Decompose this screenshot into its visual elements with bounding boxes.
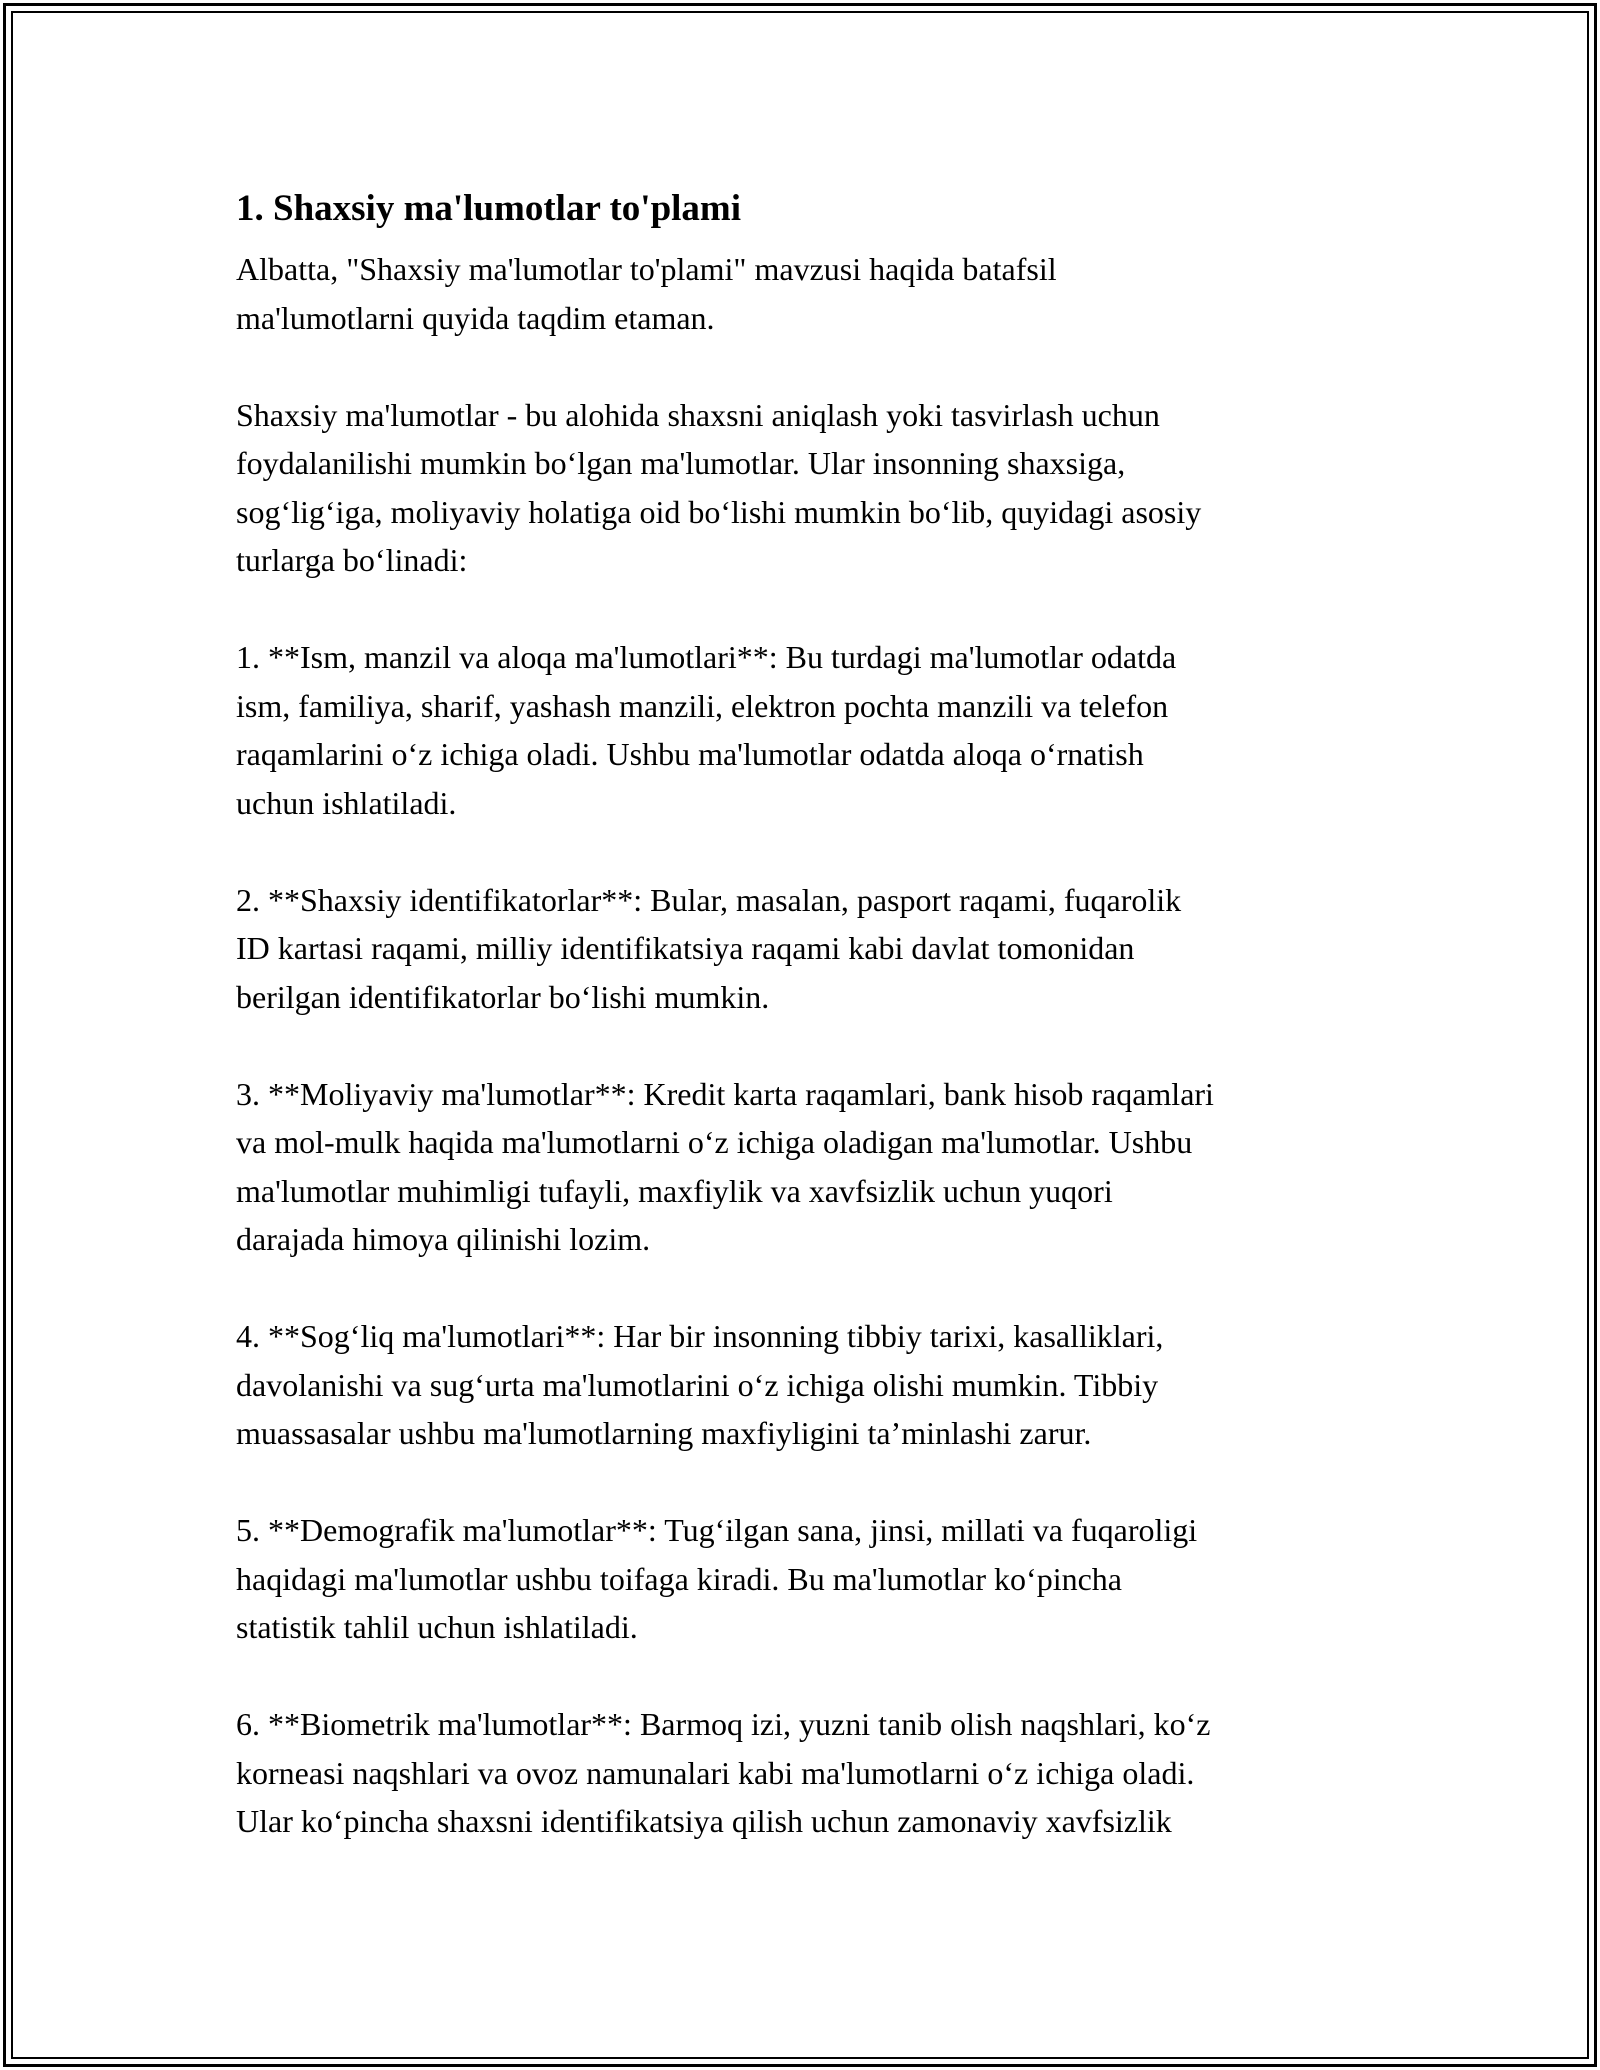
text-line: 6. **Biometrik ma'lumotlar**: Barmoq izi, yuzni tanib olish naqshlari, ko‘z	[236, 1706, 1211, 1742]
text-line: darajada himoya qilinishi lozim.	[236, 1221, 651, 1257]
text-line: va mol-mulk haqida ma'lumotlarni o‘z ichiga oladigan ma'lumotlar. Ushbu	[236, 1124, 1193, 1160]
text-line: haqidagi ma'lumotlar ushbu toifaga kiradi. Bu ma'lumotlar ko‘pincha	[236, 1560, 1122, 1597]
text-line: 5. **Demografik ma'lumotlar**: Tug‘ilgan sana, jinsi, millati va fuqaroligi	[236, 1512, 1198, 1548]
text-line: 2. **Shaxsiy identifikatorlar**: Bular, masalan, pasport raqami, fuqarolik	[236, 881, 1182, 918]
list-item-paragraph	[236, 1312, 1366, 1458]
text-line: ism, familiya, sharif, yashash manzili, elektron pochta manzili va telefon	[236, 687, 1169, 724]
list-item-paragraph	[236, 1070, 1366, 1264]
document-title: 1. Shaxsiy ma'lumotlar to'plami	[236, 188, 742, 229]
text-line: Albatta, "Shaxsiy ma'lumotlar to'plami" mavzusi haqida batafsil	[236, 251, 1057, 287]
text-line: davolanishi va sug‘urta ma'lumotlarini o‘z ichiga olishi mumkin. Tibbiy	[236, 1366, 1159, 1403]
text-line: Shaxsiy ma'lumotlar - bu alohida shaxsni aniqlash yoki tasvirlash uchun	[236, 396, 1160, 433]
text-line: korneasi naqshlari va ovoz namunalari kabi ma'lumotlarni o‘z ichiga oladi.	[236, 1754, 1195, 1791]
text-line: turlarga bo‘linadi:	[236, 542, 468, 578]
text-line: ID kartasi raqami, milliy identifikatsiya raqami kabi davlat tomonidan	[236, 930, 1135, 966]
text-line: Ular ko‘pincha shaxsni identifikatsiya qilish uchun zamonaviy xavfsizlik	[236, 1803, 1172, 1839]
list-item-paragraph	[236, 633, 1366, 827]
list-item-paragraph	[236, 1700, 1366, 1846]
text-line: foydalanilishi mumkin bo‘lgan ma'lumotlar. Ular insonning shaxsiga,	[236, 445, 1126, 481]
list-item-paragraph	[236, 876, 1366, 1022]
text-line: uchun ishlatiladi.	[236, 784, 457, 821]
text-line: raqamlarini o‘z ichiga oladi. Ushbu ma'lumotlar odatda aloqa o‘rnatish	[236, 736, 1144, 772]
intro-paragraph	[236, 245, 1366, 342]
definition-paragraph	[236, 391, 1366, 585]
text-line: ma'lumotlarni quyida taqdim etaman.	[236, 299, 715, 336]
text-line: statistik tahlil uchun ishlatiladi.	[236, 1609, 638, 1645]
text-line: sog‘lig‘iga, moliyaviy holatiga oid bo‘lishi mumkin bo‘lib, quyidagi asosiy	[236, 493, 1202, 530]
text-line: ma'lumotlar muhimligi tufayli, maxfiylik va xavfsizlik uchun yuqori	[236, 1172, 1113, 1209]
text-line: 1. **Ism, manzil va aloqa ma'lumotlari**: Bu turdagi ma'lumotlar odatda	[236, 639, 1177, 675]
list-item-paragraph	[236, 1506, 1366, 1652]
text-line: 4. **Sog‘liq ma'lumotlari**: Har bir insonning tibbiy tarixi, kasalliklari,	[236, 1318, 1164, 1354]
text-line: muassasalar ushbu ma'lumotlarning maxfiyligini ta’minlashi zarur.	[236, 1415, 1092, 1451]
text-line: berilgan identifikatorlar bo‘lishi mumkin.	[236, 978, 770, 1015]
text-line: 3. **Moliyaviy ma'lumotlar**: Kredit karta raqamlari, bank hisob raqamlari	[236, 1075, 1214, 1112]
document-body	[236, 185, 1366, 1894]
